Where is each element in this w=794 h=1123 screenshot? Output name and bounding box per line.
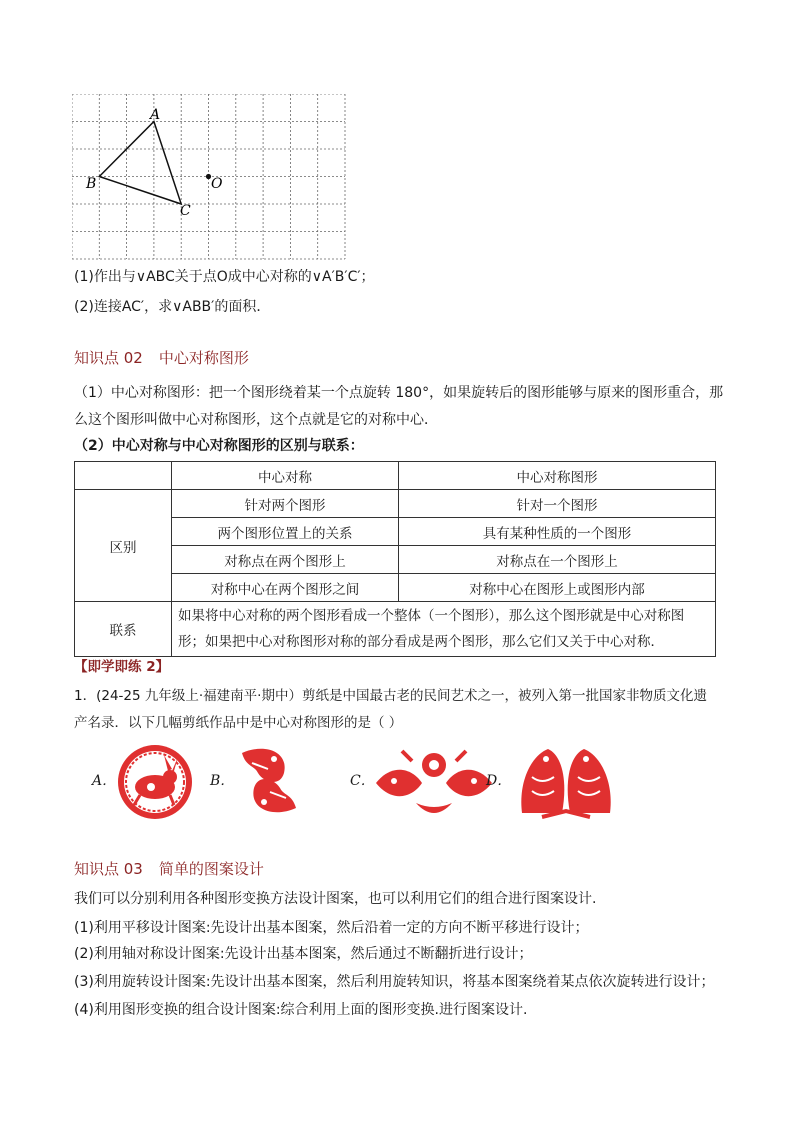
label-b: B: [86, 176, 97, 192]
comparison-table: [74, 461, 716, 657]
table-cell: 对称点在两个图形上: [172, 546, 399, 574]
list-item: (1)利用平移设计图案:先设计出基本图案，然后沿着一定的方向不断平移进行设计；: [74, 920, 589, 936]
list-item: (3)利用旋转设计图案:先设计出基本图案，然后利用旋转知识，将基本图案绕着某点依次旋转进行设计；: [74, 974, 715, 990]
section-3-heading: [74, 858, 264, 879]
definition-line-2: 么这个图形叫做中心对称图形，这个点就是它的对称中心．: [74, 412, 438, 428]
option-b-label: B．: [210, 773, 235, 789]
practice-question-line-1: 1．(24-25 九年级上·福建南平·期中）剪纸是中国最古老的民间艺术之一，被列入第一批国家非物质文化遗: [74, 688, 707, 704]
label-o: O: [211, 176, 223, 192]
papercut-twin-fish-image: [512, 741, 620, 823]
section-2-title: 中心对称图形: [158, 349, 249, 367]
table-row: [75, 602, 716, 657]
table-link-line-2: 形；如果把中心对称图形对称的部分看成是两个图形，那么它们又关于中心对称．: [178, 634, 664, 650]
table-cell: 针对一个图形: [399, 490, 716, 518]
label-c: C: [180, 203, 191, 219]
problem-question-2: (2)连接AC′，求∨ABB′的面积．: [74, 299, 271, 315]
section-2-number: 知识点 02: [74, 349, 143, 367]
section-3-title: 简单的图案设计: [158, 860, 264, 878]
table-cell: 对称中心在图形上或图形内部: [399, 574, 716, 602]
table-cell: 针对两个图形: [172, 490, 399, 518]
table-header-empty: [75, 462, 172, 490]
option-a-label: A．: [92, 773, 117, 789]
option-d-label: D．: [486, 773, 512, 789]
subheading-difference: （2）中心对称与中心对称图形的区别与联系：: [74, 438, 364, 454]
list-item: (4)利用图形变换的组合设计图案:综合利用上面的图形变换.进行图案设计.: [74, 1002, 528, 1018]
definition-line-1: （1）中心对称图形：把一个图形绕着某一个点旋转 180°，如果旋转后的图形能够与原来的图形重合，那: [74, 385, 724, 401]
table-link-line-1: 如果将中心对称的两个图形看成一个整体（一个图形），那么这个图形就是中心对称图: [178, 608, 685, 624]
papercut-fish-lotus-image: [372, 743, 496, 821]
list-item: (2)利用轴对称设计图案:先设计出基本图案，然后通过不断翻折进行设计；: [74, 946, 533, 962]
section-3-intro: 我们可以分别利用各种图形变换方法设计图案，也可以利用它们的组合进行图案设计.: [74, 891, 597, 907]
label-a: A: [150, 107, 161, 123]
table-cell: 对称中心在两个图形之间: [172, 574, 399, 602]
table-cell: 对称点在一个图形上: [399, 546, 716, 574]
table-cell: 具有某种性质的一个图形: [399, 518, 716, 546]
practice-question-line-2: 产名录．以下几幅剪纸作品中是中心对称图形的是（ ）: [74, 715, 403, 731]
table-row: [75, 462, 716, 490]
table-row: [75, 546, 716, 574]
table-row: [75, 490, 716, 518]
papercut-fish-pair-image: [234, 743, 304, 818]
section-3-number: 知识点 03: [74, 860, 143, 878]
table-row: [75, 574, 716, 602]
table-link-label: 联系: [75, 602, 172, 657]
grid-figure: [72, 94, 348, 260]
papercut-rabbit-image: [116, 743, 194, 821]
table-cell: 两个图形位置上的关系: [172, 518, 399, 546]
problem-question-1: (1)作出与∨ABC关于点O成中心对称的∨A′B′C′；: [74, 269, 375, 285]
section-2-heading: [74, 347, 249, 368]
table-diff-label: 区别: [75, 490, 172, 602]
practice-tag: 【即学即练 2】: [74, 659, 170, 675]
triangle-abc: [99, 122, 181, 205]
table-link-text: [172, 602, 716, 657]
table-header-centrosymmetric-figure: 中心对称图形: [399, 462, 716, 490]
table-row: [75, 518, 716, 546]
option-c-label: C．: [350, 773, 375, 789]
table-header-central-symmetry: 中心对称: [172, 462, 399, 490]
